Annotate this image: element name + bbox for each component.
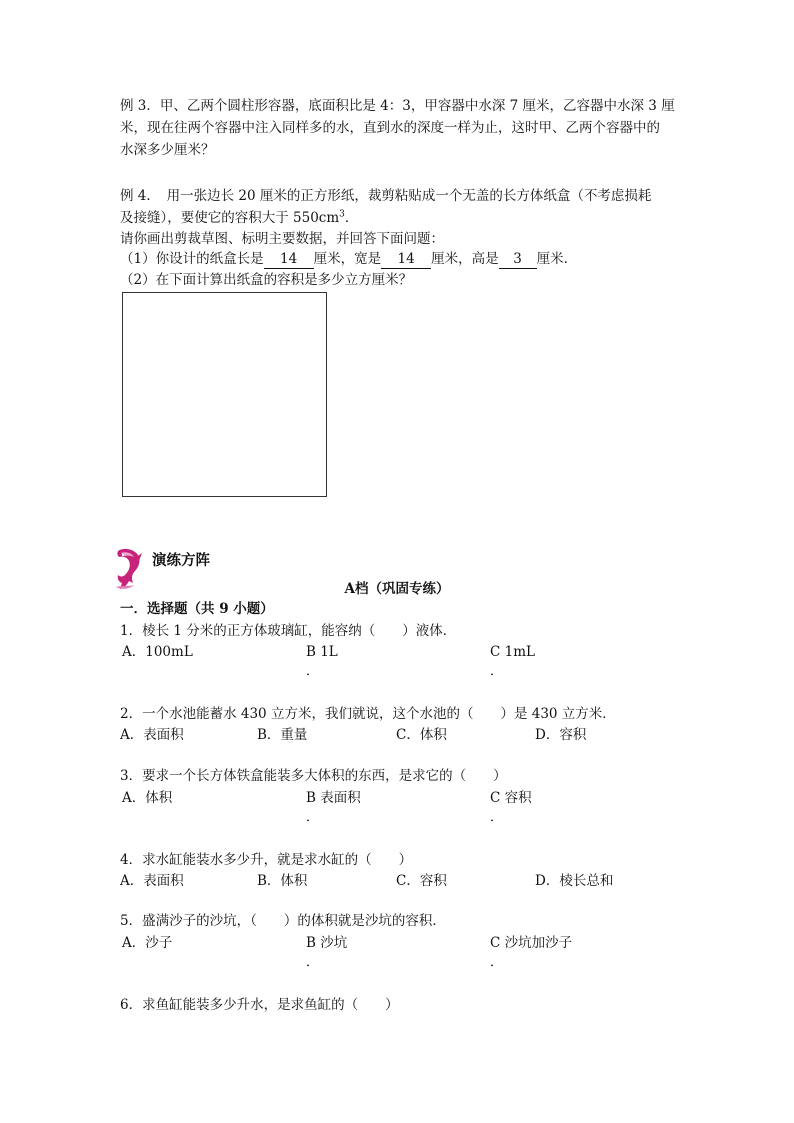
- ex4-line-2-end: ．: [344, 210, 359, 226]
- question-2-option-b: B．重量: [257, 727, 308, 743]
- ex4-superscript: 3: [339, 209, 345, 220]
- ex4-question-2: （2）在下面计算出纸盒的容积是多少立方厘米？: [120, 272, 413, 288]
- question-4-stem: 4．求水缸能装水多少升，就是求水缸的（ ）: [120, 852, 413, 868]
- question-3-dot-c: ．: [490, 810, 504, 825]
- question-1-option-b: B 1L: [306, 644, 338, 660]
- question-2-option-a: A．表面积: [120, 727, 184, 743]
- question-1-option-c: C 1mL: [490, 644, 535, 660]
- question-5-dot-c: ．: [490, 955, 504, 970]
- answer-box: [122, 292, 327, 497]
- q1-text-a: （1）你设计的纸盒长是: [120, 251, 264, 267]
- question-3-option-c: C 容积: [490, 790, 532, 806]
- question-1-dot-c: ．: [490, 664, 504, 679]
- q1-length-blank: 14: [264, 250, 314, 269]
- ex3-line-2: 米，现在往两个容器中注入同样多的水，直到水的深度一样为止，这时甲、乙两个容器中的: [120, 120, 660, 136]
- q1-width-blank: 14: [381, 250, 431, 269]
- question-5-option-b: B 沙坑: [306, 935, 348, 951]
- q1-text-b: 厘米，宽是: [313, 251, 382, 267]
- q1-text-c: 厘米，高是: [431, 251, 499, 267]
- ex4-line-3: 请你画出剪裁草图、标明主要数据，并回答下面问题：: [120, 231, 444, 247]
- q1-text-d: 厘米．: [536, 251, 578, 267]
- section-heading: 一．选择题（共 9 小题）: [120, 601, 274, 617]
- section-title: 演练方阵: [152, 552, 210, 569]
- question-5-stem: 5．盛满沙子的沙坑，（ ）的体积就是沙坑的容积．: [120, 913, 446, 929]
- question-3-dot-b: ．: [306, 810, 320, 825]
- question-2-option-d: D．容积: [535, 727, 587, 743]
- question-1-dot-b: ．: [306, 664, 320, 679]
- ex4-question-1: [120, 250, 577, 269]
- question-2-option-c: C．体积: [396, 727, 447, 743]
- question-4-option-a: A．表面积: [120, 873, 184, 889]
- question-6-stem: 6．求鱼缸能装多少升水，是求鱼缸的（ ）: [120, 997, 399, 1013]
- section-subtitle: A档（巩固专练）: [344, 581, 450, 597]
- question-1-stem: 1．棱长 1 分米的正方体玻璃缸，能容纳（ ）液体．: [120, 623, 457, 639]
- q1-height-blank: 3: [499, 250, 537, 269]
- question-5-option-c: C 沙坑加沙子: [490, 935, 573, 951]
- question-5-option-a: A．沙子: [122, 935, 173, 951]
- question-2-stem: 2．一个水池能蓄水 430 立方米，我们就说，这个水池的（ ）是 430 立方米．: [120, 706, 616, 722]
- question-4-option-c: C．容积: [396, 873, 447, 889]
- ex4-line-2-text: 及接缝），要使它的容积大于 550cm: [120, 210, 340, 226]
- ex4-line-2: [120, 209, 358, 227]
- ex3-line-3: 水深多少厘米？: [120, 142, 215, 158]
- question-3-option-b: B 表面积: [306, 790, 361, 806]
- ex4-line-1: 例 4． 用一张边长 20 厘米的正方形纸，裁剪粘贴成一个无盖的长方体纸盒（不考虑损耗: [120, 188, 652, 204]
- question-5-dot-b: ．: [306, 955, 320, 970]
- ex3-line-1: 例 3．甲、乙两个圆柱形容器，底面积比是 4：3，甲容器中水深 7 厘米，乙容器中水深 3 厘: [120, 98, 675, 114]
- question-1-option-a: A．100mL: [122, 644, 193, 660]
- question-4-option-b: B．体积: [257, 873, 308, 889]
- question-3-option-a: A．体积: [122, 790, 173, 806]
- question-4-option-d: D．棱长总和: [535, 873, 614, 889]
- question-3-stem: 3．要求一个长方体铁盒能装多大体积的东西，是求它的（ ）: [120, 768, 507, 784]
